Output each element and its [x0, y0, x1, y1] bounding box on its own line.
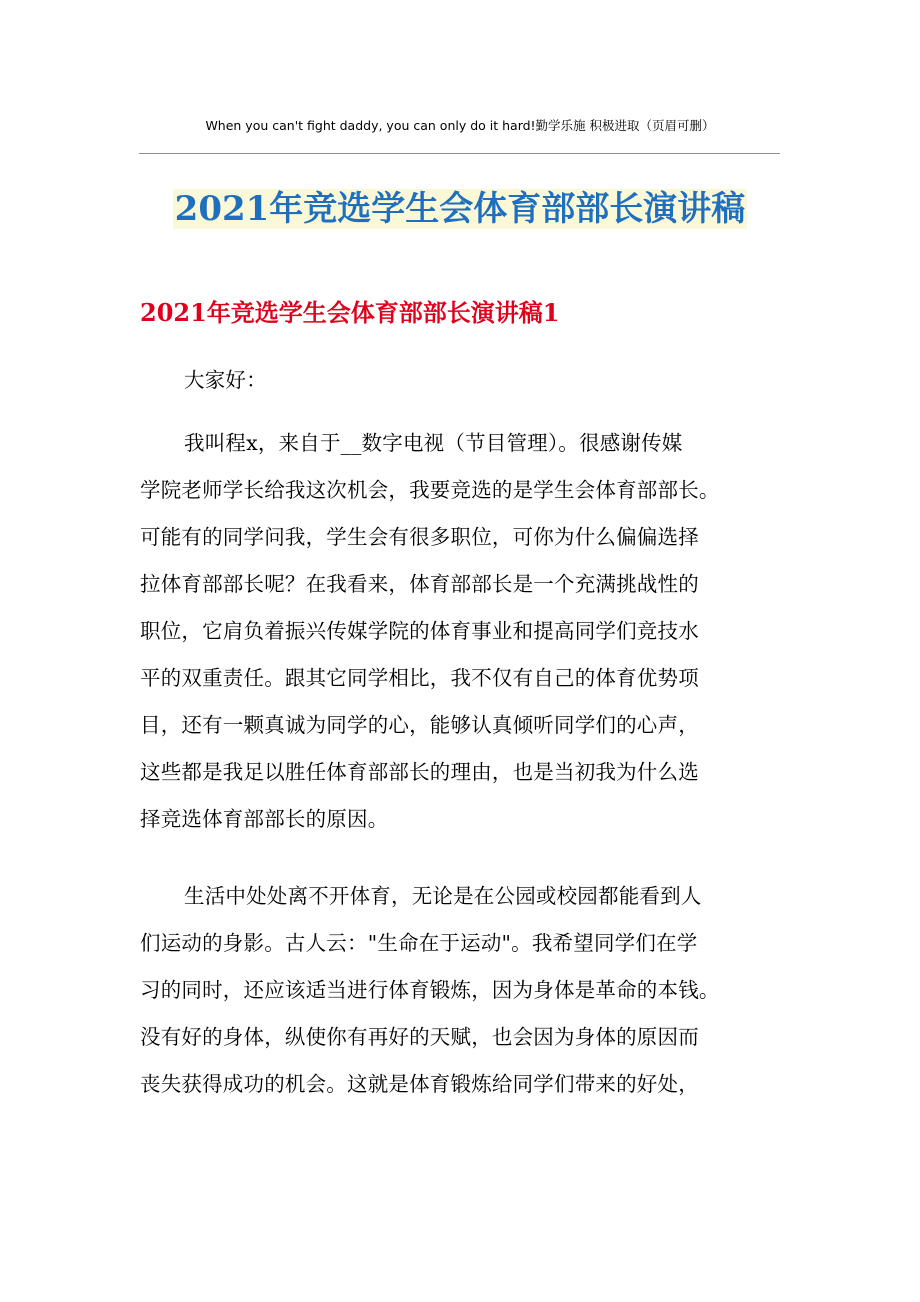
paragraph-line: 拉体育部部长呢？在我看来，体育部部长是一个充满挑战性的: [140, 572, 699, 596]
greeting-paragraph: [140, 357, 780, 404]
page-header: When you can't fight daddy, you can only do it hard!勤学乐施 积极进取（页眉可删）: [205, 118, 715, 133]
paragraph-line: 生活中处处离不开体育，无论是在公园或校园都能看到人: [184, 884, 702, 908]
greeting-line: 大家好：: [184, 368, 267, 392]
paragraph-line: 平的双重责任。跟其它同学相比，我不仅有自己的体育优势项: [140, 666, 699, 690]
paragraph-line: 习的同时，还应该适当进行体育锻炼，因为身体是革命的本钱。: [140, 978, 720, 1002]
paragraph-1: [140, 420, 780, 843]
paragraph-line: 学院老师学长给我这次机会，我要竞选的是学生会体育部部长。: [140, 478, 720, 502]
paragraph-line: 们运动的身影。古人云："生命在于运动"。我希望同学们在学: [140, 931, 698, 955]
paragraph-line: 择竞选体育部部长的原因。: [140, 807, 389, 831]
paragraph-line: 职位，它肩负着振兴传媒学院的体育事业和提高同学们竞技水: [140, 619, 699, 643]
document-title: [0, 184, 920, 234]
paragraph-line: 我叫程x，来自于__数字电视（节目管理）。很感谢传媒: [184, 431, 683, 455]
document-title-text: 2021年竞选学生会体育部部长演讲稿: [174, 189, 746, 229]
paragraph-2: [140, 873, 780, 1108]
paragraph-line: 可能有的同学问我，学生会有很多职位，可你为什么偏偏选择: [140, 525, 699, 549]
paragraph-line: 目，还有一颗真诚为同学的心，能够认真倾听同学们的心声，: [140, 713, 699, 737]
header-divider: [139, 153, 780, 154]
paragraph-line: 丧失获得成功的机会。这就是体育锻炼给同学们带来的好处，: [140, 1072, 699, 1096]
paragraph-line: 没有好的身体，纵使你有再好的天赋，也会因为身体的原因而: [140, 1025, 699, 1049]
section-title: 2021年竞选学生会体育部部长演讲稿1: [140, 298, 560, 327]
paragraph-line: 这些都是我足以胜任体育部部长的理由，也是当初我为什么选: [140, 760, 699, 784]
